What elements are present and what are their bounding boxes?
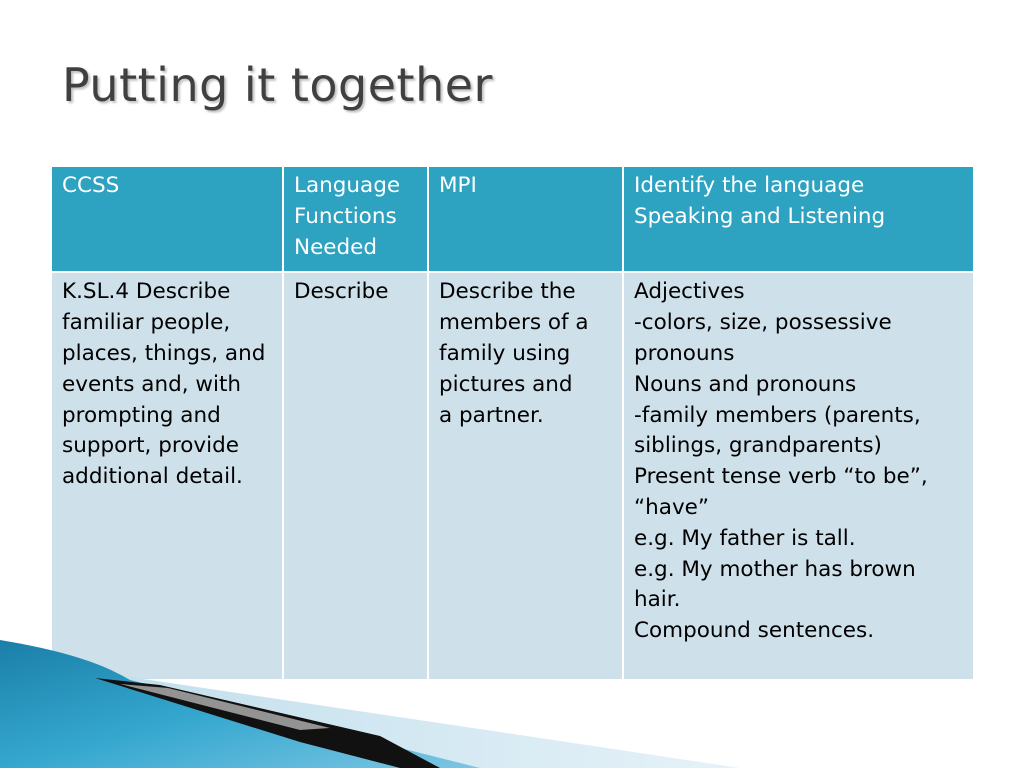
- header-ccss: CCSS: [51, 166, 283, 272]
- cell-language-details: Adjectives -colors, size, possessive pronouns Nouns and pronouns -family members (parents, siblings, grandparents) Present tense verb “to be”, “have” e.g. My father is tall. e.g. My mother has brown hair. Compound sentences.: [623, 272, 974, 680]
- header-language-functions: Language Functions Needed: [283, 166, 428, 272]
- slide-title: Putting it together: [62, 58, 493, 112]
- header-mpi: MPI: [428, 166, 623, 272]
- cell-language-function: Describe: [283, 272, 428, 680]
- cell-ccss: K.SL.4 Describe familiar people, places, things, and events and, with prompting and support, provide additional detail.: [51, 272, 283, 680]
- header-identify-language: Identify the language Speaking and Listening: [623, 166, 974, 272]
- cell-mpi: Describe the members of a family using pictures and a partner.: [428, 272, 623, 680]
